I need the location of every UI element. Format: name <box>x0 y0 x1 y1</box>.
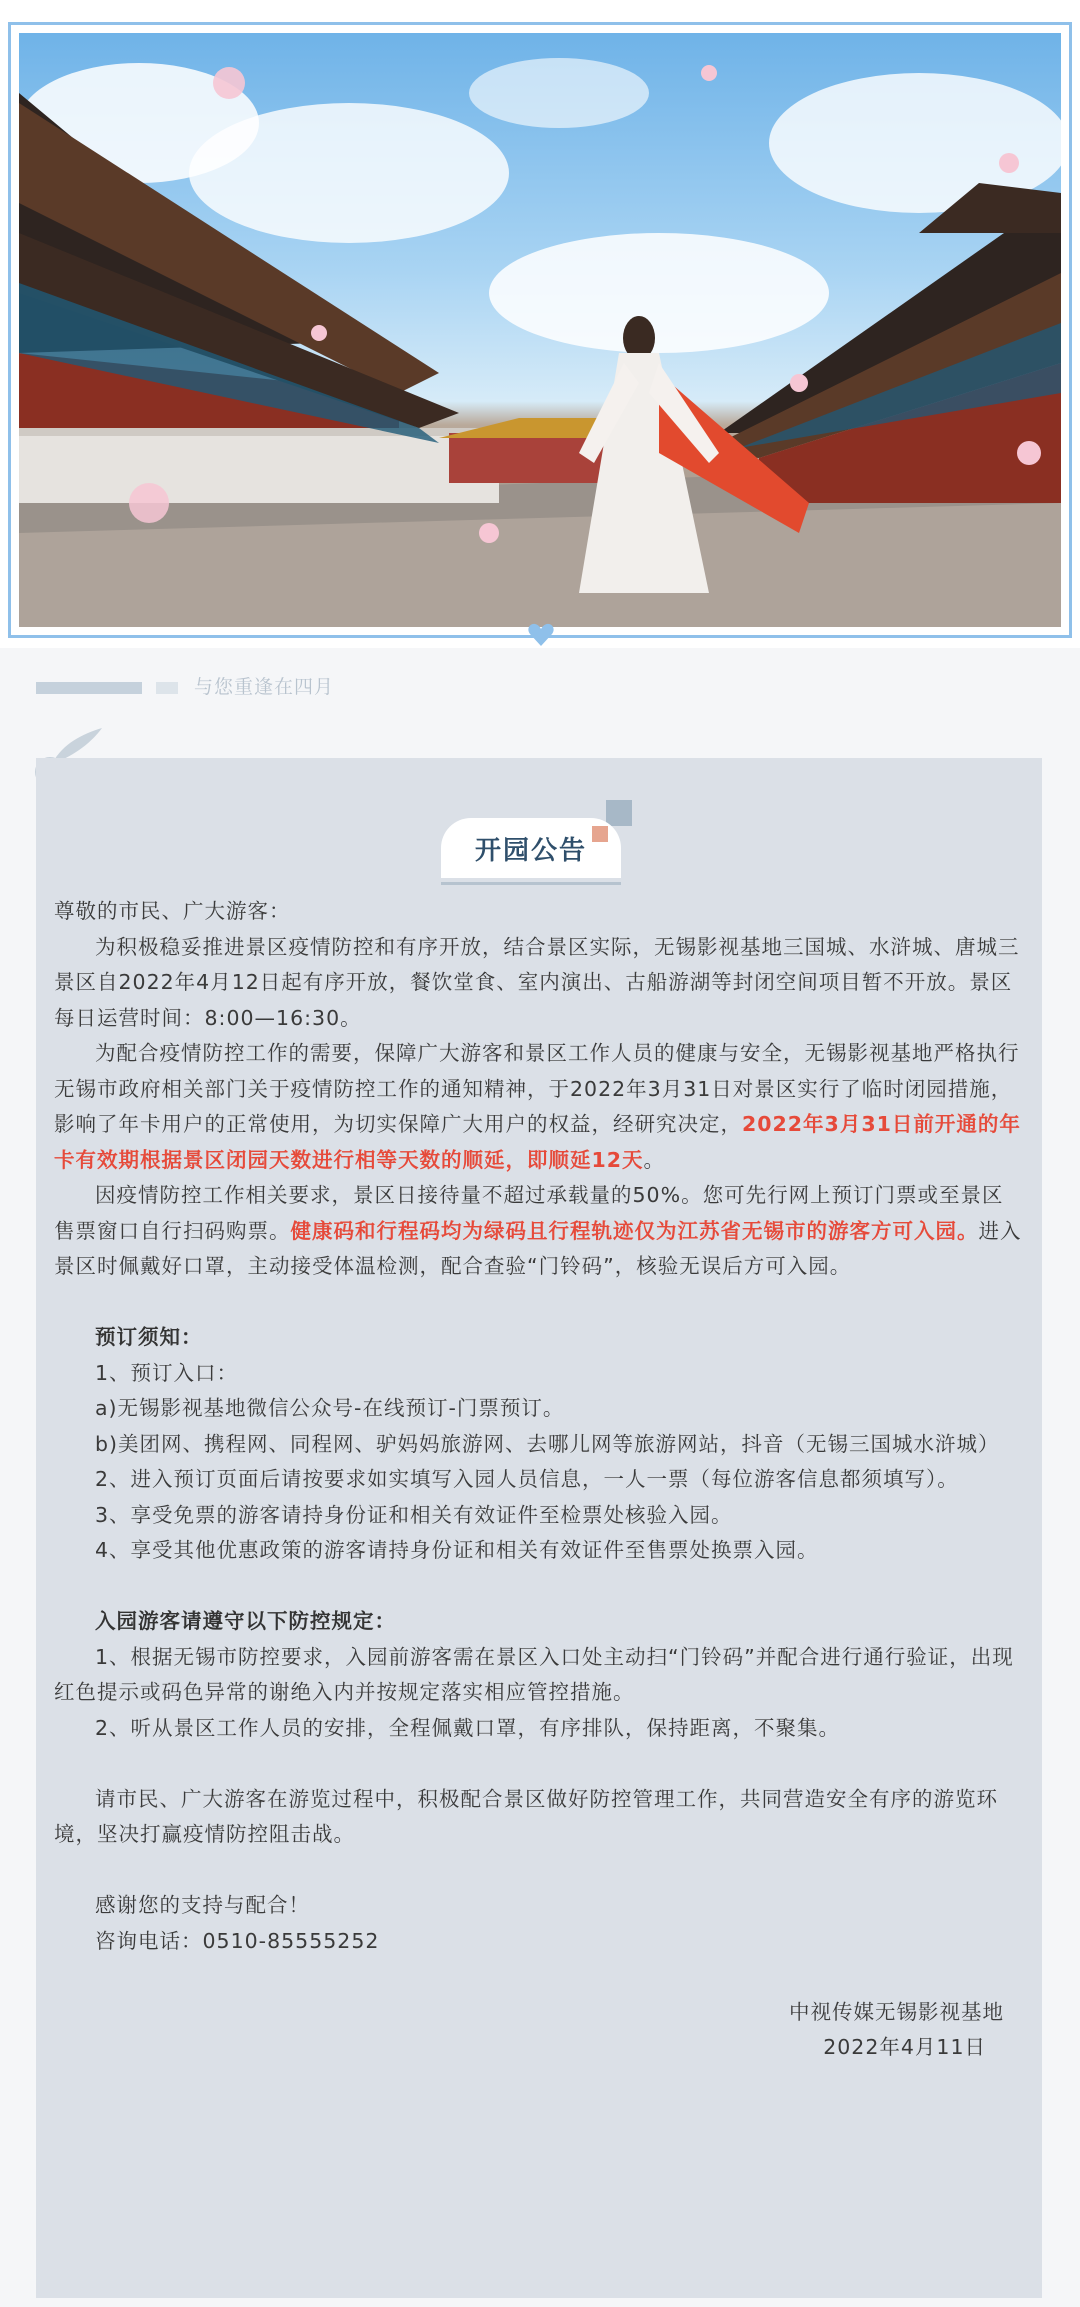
paragraph-capacity <box>54 1178 1024 1285</box>
booking-item: b)美团网、携程网、同程网、驴妈妈旅游网、去哪儿网等旅游网站，抖音（无锡三国城水浒城） <box>95 1431 1000 1456</box>
booking-item: 2、进入预订页面后请按要求如实填写入园人员信息，一人一票（每位游客信息都须填写）。 <box>95 1467 959 1491</box>
paragraph-opening: 为积极稳妥推进景区疫情防控和有序开放，结合景区实际，无锡影视基地三国城、水浒城、唐城三景区自2022年4月12日起有序开放，餐饮堂食、室内演出、古船游湖等封闭空间项目暂不开放。景区每日运营时间：8:00—16:30。 <box>54 934 1020 1030</box>
paragraph-capacity-text: 因疫情防控工作相关要求，景区日接待量不超过承载量的50%。您可先行网上预订门票或至景区售票窗口自行扫码购票。 <box>54 1183 1004 1243</box>
closing-paragraph: 请市民、广大游客在游览过程中，积极配合景区做好防控管理工作，共同营造安全有序的游览环境，坚决打赢疫情防控阻击战。 <box>54 1786 998 1846</box>
rules-item: 2、听从景区工作人员的安排，全程佩戴口罩，有序排队，保持距离，不聚集。 <box>95 1715 841 1740</box>
signature-org: 中视传媒无锡影视基地 <box>789 1999 1004 2024</box>
paragraph-annual-card-text: 为配合疫情防控工作的需要，保障广大游客和景区工作人员的健康与安全，无锡影视基地严格执行无锡市政府相关部门关于疫情防控工作的通知精神，于2022年3月31日对景区实行了临时闭园措施，影响了年卡用户的正常使用，为切实保障广大用户的权益，经研究决定， <box>54 1041 1020 1136</box>
title-decor-square-small <box>592 826 608 842</box>
heart-icon <box>528 623 554 647</box>
hero-illustration <box>19 33 1061 627</box>
thanks-line: 感谢您的支持与配合！ <box>95 1893 310 1917</box>
title-underline <box>441 882 621 885</box>
booking-item: 4、享受其他优惠政策的游客请持身份证和相关有效证件至售票处换票入园。 <box>95 1538 819 1562</box>
notice-title: 开园公告 <box>474 836 587 866</box>
signature-date: 2022年4月11日 <box>823 2035 986 2059</box>
paragraph-capacity-end: 进入景区时佩戴好口罩，主动接受体温检测，配合查验“门铃码”，核验无误后方可入园。 <box>54 1218 1022 1278</box>
rules-heading: 入园游客请遵守以下防控规定： <box>95 1609 396 1633</box>
paragraph-annual-card-end: 。 <box>643 1147 666 1172</box>
banner-subtitle: 与您重逢在四月 <box>194 676 335 698</box>
decor-bar <box>36 682 142 694</box>
decor-bar-small <box>156 682 178 694</box>
booking-heading: 预订须知： <box>95 1325 203 1349</box>
health-code-highlight: 健康码和行程码均为绿码且行程轨迹仅为江苏省无锡市的游客方可入园。 <box>290 1218 979 1243</box>
title-decor-square <box>606 800 632 826</box>
hero-photo-frame <box>8 22 1072 638</box>
booking-item: 3、享受免票的游客请持身份证和相关有效证件至检票处核验入园。 <box>95 1502 733 1527</box>
booking-item: a)无锡影视基地微信公众号-在线预订-门票预订。 <box>95 1396 565 1420</box>
greeting: 尊敬的市民、广大游客： <box>54 899 291 923</box>
notice-section <box>0 648 1080 2307</box>
annual-card-extension-highlight: 2022年3月31日前开通的年卡有效期根据景区闭园天数进行相等天数的顺延，即顺延12天 <box>54 1112 1021 1172</box>
notice-card <box>36 758 1042 2298</box>
booking-item: 1、预订入口： <box>95 1360 239 1385</box>
hero-photo <box>19 33 1061 627</box>
notice-body <box>54 894 1024 2066</box>
paragraph-annual-card <box>54 1036 1024 1178</box>
phone-line: 咨询电话：0510-85555252 <box>95 1928 380 1953</box>
rules-item: 1、根据无锡市防控要求，入园前游客需在景区入口处主动扫“门铃码”并配合进行通行验证，出现红色提示或码色异常的谢绝入内并按规定落实相应管控措施。 <box>54 1644 1014 1704</box>
